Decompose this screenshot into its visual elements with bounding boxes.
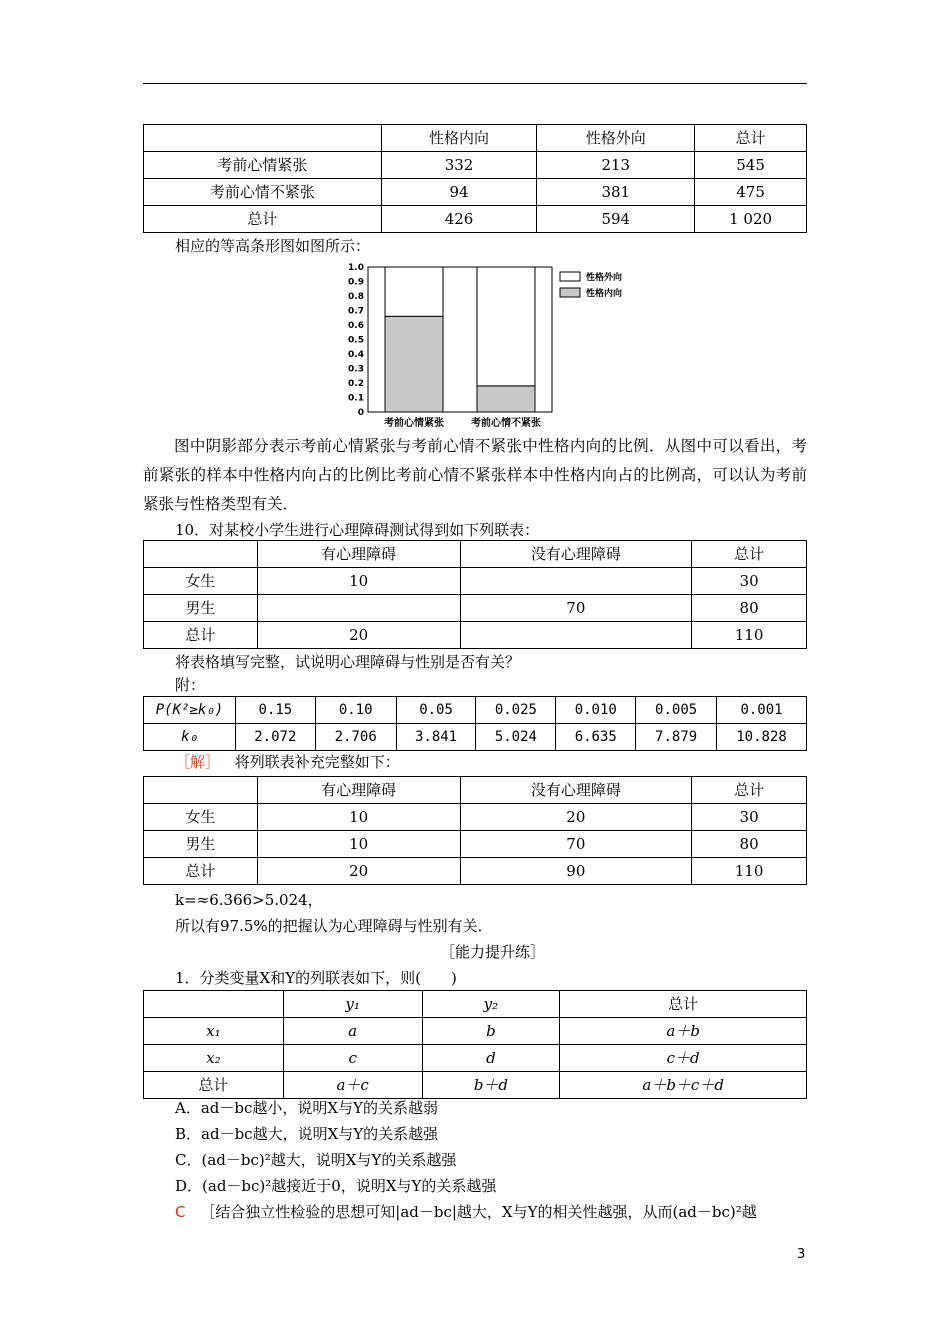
table-cell (144, 541, 258, 568)
table-cell: 20 (460, 804, 692, 831)
appendix-label: 附： (175, 676, 206, 694)
table-row (144, 1072, 807, 1099)
table-cell: 性格外向 (537, 125, 695, 152)
table-cell (257, 595, 460, 622)
table-cell: 545 (695, 152, 807, 179)
table-cell: 0.001 (717, 697, 807, 724)
solution-intro: 将列联表补充完整如下： (234, 753, 400, 771)
table-row (144, 1045, 807, 1072)
y-tick-label: 0.7 (348, 306, 364, 317)
legend-swatch (560, 272, 580, 281)
table-cell: P(K²≥k₀) (144, 697, 236, 724)
table-cell: a＋b＋c＋d (560, 1072, 807, 1099)
table-cell: 594 (537, 206, 695, 233)
table-cell: d (422, 1045, 560, 1072)
table-cell: 10.828 (717, 724, 807, 751)
table-cell: x₂ (144, 1045, 284, 1072)
option-b: B．ad－bc越大，说明X与Y的关系越强 (175, 1125, 439, 1143)
option-a: A．ad－bc越小，说明X与Y的关系越弱 (175, 1099, 438, 1117)
table-cell: 有心理障碍 (257, 541, 460, 568)
option-d: D．(ad－bc)²越接近于0，说明X与Y的关系越强 (175, 1177, 497, 1195)
section-title: ［能力提升练］ (440, 943, 546, 961)
table-cell: 70 (460, 595, 692, 622)
table-cell: 没有心理障碍 (460, 541, 692, 568)
table-critical-values (143, 696, 807, 751)
table-cell: 0.05 (396, 697, 476, 724)
table-cell: 男生 (144, 831, 258, 858)
table-cell (460, 568, 692, 595)
k-statistic-line: k=≈6.366>5.024， (175, 891, 323, 909)
table-row (144, 1018, 807, 1045)
chart-explanation: 图中阴影部分表示考前心情紧张与考前心情不紧张中性格内向的比例．从图中可以看出，考前紧张的样本中性格内向占的比例比考前心情不紧张样本中性格内向占的比例高，可以认为考前紧张与性格类型有关． (143, 437, 807, 513)
y-tick-label: 1.0 (348, 263, 364, 273)
table-cell: c (283, 1045, 422, 1072)
bar-segment (477, 267, 535, 386)
table-cell: 总计 (144, 206, 382, 233)
table-cell: a (283, 1018, 422, 1045)
table-header-row (144, 125, 807, 152)
table-cell: a＋c (283, 1072, 422, 1099)
table-cell: 90 (460, 858, 692, 885)
table-cell: 10 (257, 831, 460, 858)
table-cell: 30 (692, 568, 807, 595)
table-header-row (144, 541, 807, 568)
table-cell: 有心理障碍 (257, 777, 460, 804)
table-cell: 0.010 (556, 697, 636, 724)
table-cell: 20 (257, 858, 460, 885)
legend-label: 性格内向 (586, 289, 623, 299)
table-cell: 10 (257, 804, 460, 831)
table-cell: y₁ (283, 991, 422, 1018)
table-cell: 80 (692, 595, 807, 622)
table-row (144, 804, 807, 831)
table-cell: 0.10 (315, 697, 396, 724)
stacked-bar-chart (340, 258, 640, 438)
table-cell (144, 991, 284, 1018)
table-cell: 6.635 (556, 724, 636, 751)
table-cell: 110 (692, 858, 807, 885)
problem1-statement: 1．分类变量X和Y的列联表如下，则( ) (175, 969, 457, 987)
table-cell: 5.024 (476, 724, 556, 751)
answer-explanation: ［结合独立性检验的思想可知|ad－bc|越大，X与Y的相关性越强，从而(ad－bc)²越 (200, 1203, 757, 1221)
bar-segment (385, 267, 443, 316)
table-cell: 1 020 (695, 206, 807, 233)
problem10-conclusion: 所以有97.5%的把握认为心理障碍与性别有关． (175, 917, 493, 935)
table-cell: 3.841 (396, 724, 476, 751)
table-cell: 女生 (144, 804, 258, 831)
table-cell: 总计 (144, 1072, 284, 1099)
page-number: 3 (797, 1247, 806, 1262)
table-cell: 381 (537, 179, 695, 206)
table-cell: 30 (692, 804, 807, 831)
bar-segment (477, 386, 535, 412)
table-cell: 总计 (695, 125, 807, 152)
table-cell: x₁ (144, 1018, 284, 1045)
answer-letter: C (175, 1203, 186, 1221)
table-cell: 213 (537, 152, 695, 179)
table-cell: 0.005 (636, 697, 717, 724)
table-cell: 总计 (692, 541, 807, 568)
table-row (144, 152, 807, 179)
table-cell: 80 (692, 831, 807, 858)
y-tick-label: 0.6 (348, 321, 364, 331)
table-cell: 10 (257, 568, 460, 595)
table-cell: 总计 (144, 858, 258, 885)
solution-line (175, 752, 400, 772)
header-rule (143, 83, 807, 84)
table-row (144, 697, 807, 724)
table-cell (144, 777, 258, 804)
table-cell (460, 622, 692, 649)
table-cell: 考前心情不紧张 (144, 179, 382, 206)
table-row (144, 595, 807, 622)
table-cell: 0.025 (476, 697, 556, 724)
problem10-question: 将表格填写完整，试说明心理障碍与性别是否有关？ (175, 653, 521, 671)
answer-line (175, 1202, 757, 1222)
table-cell: 110 (692, 622, 807, 649)
table-cell: 没有心理障碍 (460, 777, 692, 804)
table-cell: 2.072 (235, 724, 315, 751)
legend-swatch (560, 288, 580, 297)
table-cell: 考前心情紧张 (144, 152, 382, 179)
legend-label: 性格外向 (586, 273, 623, 283)
problem10-statement: 10．对某校小学生进行心理障碍测试得到如下列联表： (175, 521, 540, 539)
solution-tag: ［解］ (175, 753, 221, 771)
table-xy (143, 990, 807, 1099)
table-row (144, 831, 807, 858)
table-cell: 女生 (144, 568, 258, 595)
table-header-row (144, 991, 807, 1018)
table-cell: 0.15 (235, 697, 315, 724)
table-problem10 (143, 540, 807, 649)
y-tick-label: 0.1 (348, 393, 364, 404)
table-cell: 2.706 (315, 724, 396, 751)
table-cell: b (422, 1018, 560, 1045)
table-cell: 475 (695, 179, 807, 206)
y-tick-label: 0.3 (348, 364, 364, 375)
table-cell: c＋d (560, 1045, 807, 1072)
table-row (144, 724, 807, 751)
x-category-label: 考前心情紧张 (384, 418, 444, 429)
table-row (144, 858, 807, 885)
table-row (144, 179, 807, 206)
table-completed (143, 776, 807, 885)
table-cell: 男生 (144, 595, 258, 622)
table-cell: 总计 (692, 777, 807, 804)
table-cell: 20 (257, 622, 460, 649)
table-row (144, 206, 807, 233)
table-cell: 94 (381, 179, 537, 206)
table-cell: a＋b (560, 1018, 807, 1045)
table-cell: 总计 (144, 622, 258, 649)
chart-intro: 相应的等高条形图如图所示： (175, 237, 371, 255)
table-cell (144, 125, 382, 152)
table-row (144, 568, 807, 595)
y-tick-label: 0 (357, 408, 364, 418)
table-header-row (144, 777, 807, 804)
x-category-label: 考前心情不紧张 (471, 418, 541, 429)
bar-segment (385, 316, 443, 412)
table-cell: y₂ (422, 991, 560, 1018)
table-cell: 332 (381, 152, 537, 179)
y-tick-label: 0.4 (348, 350, 364, 360)
table-cell: 426 (381, 206, 537, 233)
table-cell: 性格内向 (381, 125, 537, 152)
y-tick-label: 0.2 (348, 379, 364, 389)
table-cell: 总计 (560, 991, 807, 1018)
table-cell: b＋d (422, 1072, 560, 1099)
table-cell: 70 (460, 831, 692, 858)
y-tick-label: 0.8 (348, 292, 364, 302)
y-tick-label: 0.5 (348, 335, 364, 346)
option-c: C．(ad－bc)²越大，说明X与Y的关系越强 (175, 1151, 457, 1169)
table-personality-stress (143, 124, 807, 233)
table-cell: 7.879 (636, 724, 717, 751)
table-row (144, 622, 807, 649)
table-cell: k₀ (144, 724, 236, 751)
y-tick-label: 0.9 (348, 277, 364, 288)
